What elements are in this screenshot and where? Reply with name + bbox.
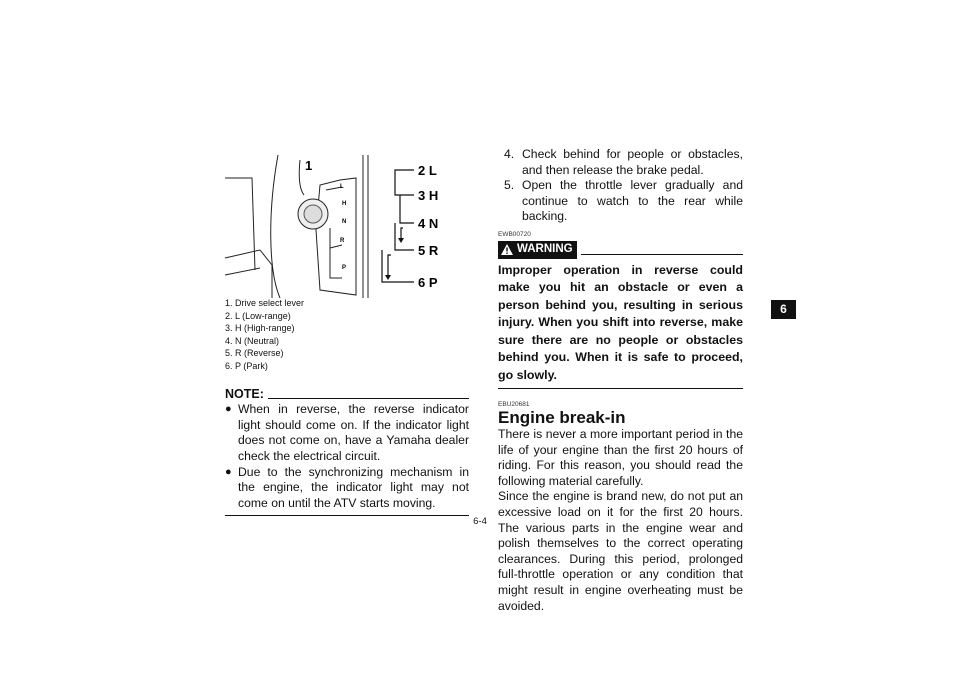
- lever-mark: P: [342, 265, 347, 271]
- position-label: 4 N: [418, 216, 439, 231]
- note-bullet: [225, 465, 469, 512]
- warning-text: Improper operation in reverse could make you hit an obstacle or even a person behind you, resulting in serious injury. When you shift into reverse, make sure there are no people or obstacles behind you. When it is safe to proceed, go slowly.: [498, 262, 743, 382]
- note-bullet: [225, 402, 469, 464]
- note-end-rule: [225, 515, 469, 516]
- step-text: Check behind for people or obstacles, and then release the brake pedal.: [522, 147, 743, 177]
- lever-mark: N: [342, 219, 347, 225]
- warning-end-rule: [498, 388, 743, 389]
- step-number: 5.: [504, 178, 515, 193]
- section-title: Engine break-in: [498, 408, 626, 428]
- note-heading: [225, 387, 469, 403]
- warning-code: EWB00720: [498, 230, 531, 238]
- bullet-text: When in reverse, the reverse indicator light should come on. If the indicator light does not come on, have a Yamaha dealer check the electrical circuit.: [238, 402, 469, 463]
- bullet-icon: ●: [225, 403, 232, 416]
- drive-select-lever-figure: [220, 150, 470, 300]
- body-paragraph: Since the engine is brand new, do not put an excessive load on it for the first 20 hours. The various parts in the engine wear and polish themselves to the correct operating clearances. During this period, prolonged full-throttle operation or any condition that might result in engine overheating must be avoided.: [498, 489, 743, 613]
- figure-captions: [225, 297, 469, 373]
- lever-mark: R: [340, 238, 345, 244]
- caption-item: 4. N (Neutral): [225, 335, 280, 346]
- warning-triangle-icon: [501, 244, 513, 255]
- body-paragraph: There is never a more important period in the life of your engine than the first 20 hours of riding. For this reason, you should read the following material carefully.: [498, 427, 743, 488]
- left-column: [225, 297, 469, 516]
- step-item: [498, 178, 743, 225]
- position-label: 3 H: [418, 188, 439, 203]
- bullet-icon: ●: [225, 465, 232, 478]
- lever-mark: H: [342, 201, 347, 207]
- step-text: Open the throttle lever gradually and continue to watch to the rear while backing.: [522, 178, 743, 224]
- page-number: 6-4: [473, 516, 487, 527]
- figure-callout: 1: [305, 158, 313, 173]
- warning-heading: [498, 241, 743, 259]
- caption-item: 6. P (Park): [225, 360, 268, 371]
- right-column: [498, 147, 743, 614]
- step-item: [498, 147, 743, 178]
- caption-item: 3. H (High-range): [225, 323, 295, 334]
- step-number: 4.: [504, 147, 515, 161]
- chapter-tab: 6: [771, 300, 796, 319]
- shift-pattern-diagram: [382, 170, 414, 282]
- section-code: EBU20681: [498, 401, 530, 409]
- bullet-text: Due to the synchronizing mechanism in the engine, the indicator light may not come on until the ATV starts moving.: [238, 464, 469, 510]
- caption-item: 1. Drive select lever: [225, 298, 305, 308]
- caption-item: 2. L (Low-range): [225, 310, 291, 321]
- position-label: 5 R: [418, 243, 439, 258]
- warning-label: WARNING: [517, 242, 573, 255]
- caption-item: 5. R (Reverse): [225, 348, 284, 359]
- position-label: 2 L: [418, 163, 437, 178]
- lever-mark: L: [340, 184, 344, 190]
- position-label: 6 P: [418, 275, 438, 290]
- note-label: NOTE:: [225, 386, 264, 401]
